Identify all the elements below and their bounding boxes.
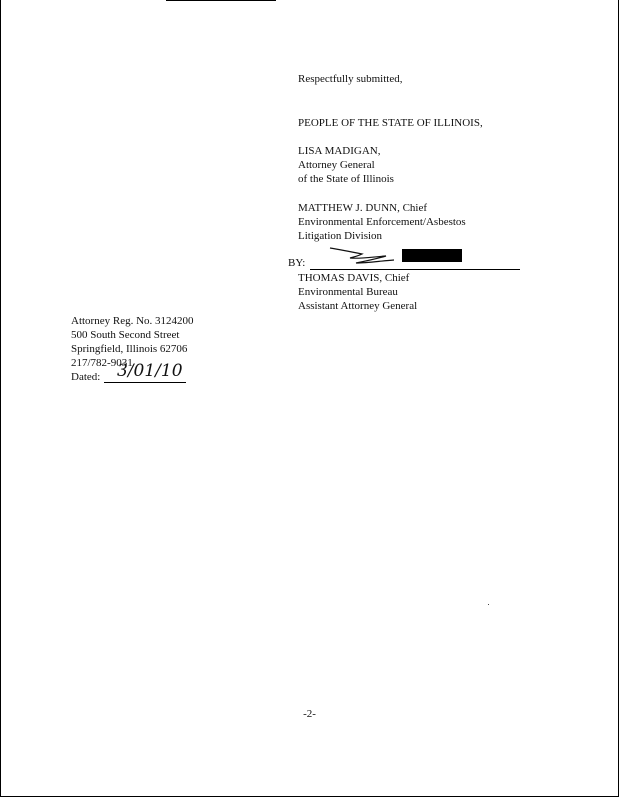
dated-label: Dated: xyxy=(71,371,101,383)
division-chief-block xyxy=(298,201,466,243)
respectfully-submitted-text: Respectfully submitted, xyxy=(298,73,403,85)
division-name-line-1: Environmental Enforcement/Asbestos xyxy=(298,216,466,228)
address-street: 500 South Second Street xyxy=(71,329,180,341)
signer-title: Assistant Attorney General xyxy=(298,300,418,312)
signature-underline xyxy=(310,269,520,270)
scan-edge-mark xyxy=(166,0,276,1)
division-chief-name: MATTHEW J. DUNN, Chief xyxy=(298,202,428,214)
redaction-box xyxy=(402,249,462,262)
signer-name: THOMAS DAVIS, Chief xyxy=(298,272,410,284)
handwritten-date-text: 3/01/10 xyxy=(117,361,183,381)
signature-line xyxy=(288,256,523,271)
division-name-line-2: Litigation Division xyxy=(298,230,383,242)
attorney-general-name: LISA MADIGAN, xyxy=(298,145,381,157)
phone-number: 217/782-9031 xyxy=(71,357,133,369)
attorney-general-state: of the State of Illinois xyxy=(298,173,394,185)
people-of-state-text: PEOPLE OF THE STATE OF ILLINOIS, xyxy=(298,117,483,129)
attorney-reg-number: Attorney Reg. No. 3124200 xyxy=(71,315,194,327)
attorney-contact-block xyxy=(71,314,194,384)
handwritten-signature xyxy=(328,242,398,268)
party-block xyxy=(298,116,483,130)
page-number: -2- xyxy=(303,708,316,720)
signer-block xyxy=(298,271,417,313)
by-label: BY: xyxy=(288,257,306,269)
handwritten-date xyxy=(115,358,185,382)
scan-speck xyxy=(488,604,489,605)
closing-block xyxy=(298,72,402,86)
dated-underline xyxy=(104,382,186,383)
signer-bureau: Environmental Bureau xyxy=(298,286,398,298)
attorney-general-title: Attorney General xyxy=(298,159,375,171)
attorney-general-block xyxy=(298,144,394,186)
address-city: Springfield, Illinois 62706 xyxy=(71,343,188,355)
